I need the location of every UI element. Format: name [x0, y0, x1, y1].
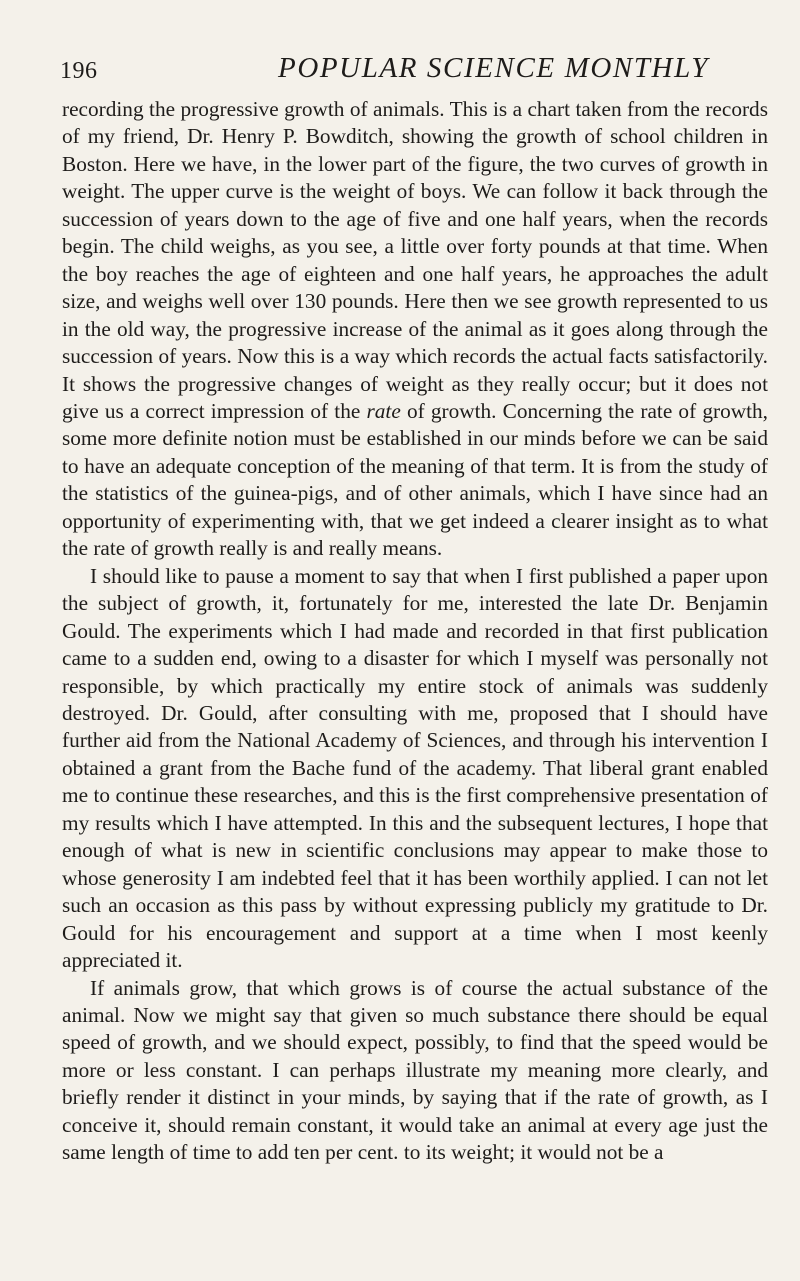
page-header — [0, 52, 800, 92]
body-text — [62, 96, 768, 1167]
paragraph-3: If animals grow, that which grows is of course the actual substance of the animal. Now we might say that given so much substance there should be equal speed of growth, and we should expect, possibly, to find that the speed would be more or less constant. I can perhaps illustrate my meaning more clearly, and briefly render it distinct in your minds, by saying that if the rate of growth, as I conceive it, should remain constant, it would take an animal at every age just the same length of time to add ten per cent. to its weight; it would not be a — [62, 975, 768, 1165]
page-number: 196 — [60, 58, 98, 84]
emphasis-rate: rate — [366, 398, 401, 423]
paragraph-1-text-after: of growth. Concerning the rate of growth, some more definite notion must be established in our minds before we can be said to have an adequate conception of the meaning of that term. It is from the study of the statistics of the guinea-pigs, and of other animals, which I have since had an opportunity of experimenting with, that we get indeed a clearer insight as to what the rate of growth really is and really means. — [62, 398, 768, 561]
paragraph-2: I should like to pause a moment to say that when I first published a paper upon the subject of growth, it, fortunately for me, interested the late Dr. Benjamin Gould. The experiments which I had made and recorded in that first publication came to a sudden end, owing to a disaster for which I myself was personally not responsible, by which practically my entire stock of animals was suddenly destroyed. Dr. Gould, after consulting with me, proposed that I should have further aid from the National Academy of Sciences, and through his intervention I obtained a grant from the Bache fund of the academy. That liberal grant enabled me to continue these researches, and this is the first comprehensive presentation of my results which I have attempted. In this and the subsequent lectures, I hope that enough of what is new in scientific conclusions may appear to make those to whose generosity I am indebted feel that it has been worthily applied. I can not let such an occasion as this pass by without expressing publicly my gratitude to Dr. Gould for his encouragement and support at a time when I most keenly appreciated it. — [62, 563, 768, 973]
paragraph-1-text-before: recording the progressive growth of animals. This is a chart taken from the records of my friend, Dr. Henry P. Bowditch, showing the growth of school children in Boston. Here we have, in the lower part of the figure, the two curves of growth in weight. The upper curve is the weight of boys. We can follow it back through the succession of years down to the age of five and one half years, when the records begin. The child weighs, as you see, a little over forty pounds at that time. When the boy reaches the age of eighteen and one half years, he approaches the adult size, and weighs well over 130 pounds. Here then we see growth represented to us in the old way, the progressive increase of the animal as it goes along through the succession of years. Now this is a way which records the actual facts satisfactorily. It shows the progressive changes of weight as they really occur; but it does not give us a correct impression of the — [62, 97, 768, 423]
running-title: POPULAR SCIENCE MONTHLY — [278, 52, 709, 84]
paragraph-1 — [62, 96, 768, 563]
